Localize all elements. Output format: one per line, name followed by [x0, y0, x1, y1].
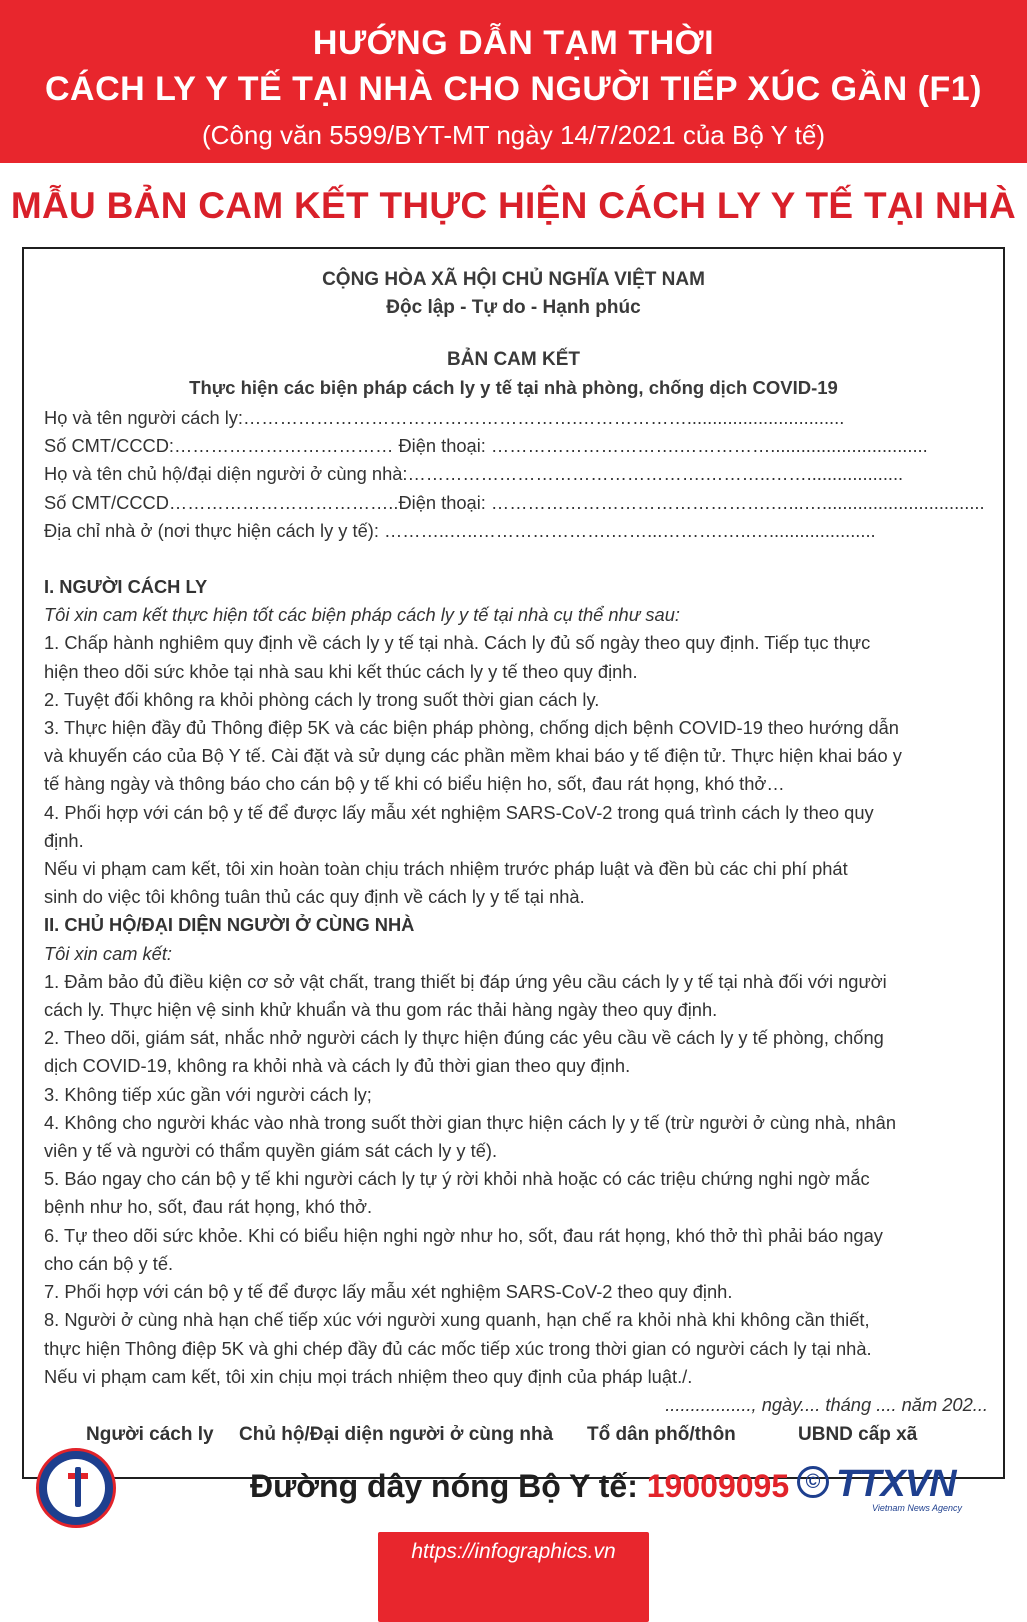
section2-line: dịch COVID-19, không ra khỏi nhà và cách ly đủ thời gian theo quy định.: [44, 1055, 631, 1077]
header-title-line2: CÁCH LY Y TẾ TẠI NHÀ CHO NGƯỜI TIẾP XÚC GẦN (F1): [45, 70, 982, 108]
hotline-number: 19009095: [646, 1468, 790, 1504]
section2-line: Nếu vi phạm cam kết, tôi xin chịu mọi trách nhiệm theo quy định của pháp luật./.: [44, 1365, 693, 1387]
section1-heading: I. NGƯỜI CÁCH LY: [44, 576, 208, 598]
field-household-head-name: Họ và tên chủ hộ/đại diện người ở cùng nhà:………………………………………….………..……...................: [44, 463, 904, 485]
header-title-line1: HƯỚNG DẪN TẠM THỜI: [312, 24, 715, 62]
document-subtitle: Thực hiện các biện pháp cách ly y tế tại nhà phòng, chống dịch COVID-19: [189, 377, 838, 398]
header-reference: (Công văn 5599/BYT-MT ngày 14/7/2021 của Bộ Y tế): [202, 120, 825, 150]
field-address: Địa chỉ nhà ở (nơi thực hiện cách ly y tế): ………..…..………………….……...……….…..….....................: [44, 519, 876, 541]
section2-line: 6. Tự theo dõi sức khỏe. Khi có biểu hiện nghi ngờ như ho, sốt, đau rát họng, khó thở thì phải báo ngay: [44, 1224, 883, 1246]
commitment-form: [22, 247, 1005, 1479]
header-banner: [0, 0, 1027, 163]
copyright-icon: ©: [797, 1466, 829, 1498]
signature-isolated-person: Người cách ly: [86, 1424, 214, 1445]
date-line: ................., ngày.... tháng .... năm 202...: [665, 1393, 988, 1415]
section2-line: cho cán bộ y tế.: [44, 1252, 174, 1274]
signature-household-head: Chủ hộ/Đại diện người ở cùng nhà: [239, 1424, 554, 1445]
section1-line: định.: [44, 829, 84, 851]
agency-subtitle: Vietnam News Agency: [872, 1503, 963, 1513]
section2-line: 1. Đảm bảo đủ điều kiện cơ sở vật chất, trang thiết bị đáp ứng yêu cầu cách ly y tế tại nhà đối với người: [44, 970, 887, 992]
field-household-id-phone: Số CMT/CCCD………………………………..Điện thoại: ……………………………………….…...…................................: [44, 491, 985, 513]
document-title: BẢN CAM KẾT: [447, 349, 580, 370]
section1-line: tế hàng ngày và thông báo cho cán bộ y tế khi có biểu hiện ho, sốt, đau rát họng, khó thở…: [44, 773, 785, 795]
section2-line: cách ly. Thực hiện vệ sinh khử khuẩn và thu gom rác thải hàng ngày theo quy định.: [44, 999, 718, 1021]
section2-line: bệnh như ho, sốt, đau rát họng, khó thở.: [44, 1196, 373, 1218]
agency-logo: TTXVN: [836, 1463, 956, 1505]
website-link[interactable]: https://infographics.vn: [411, 1540, 616, 1563]
section2-line: viên y tế và người có thẩm quyền giám sát cách ly y tế).: [44, 1140, 498, 1162]
section1-line: Nếu vi phạm cam kết, tôi xin hoàn toàn chịu trách nhiệm trước pháp luật và đền bù các chi phí phát: [44, 858, 848, 880]
section2-heading: II. CHỦ HỘ/ĐẠI DIỆN NGƯỜI Ở CÙNG NHÀ: [44, 914, 415, 936]
section1-line: hiện theo dõi sức khỏe tại nhà sau khi kết thúc cách ly y tế theo quy định.: [44, 660, 638, 682]
section2-line: 3. Không tiếp xúc gần với người cách ly;: [44, 1083, 372, 1105]
ministry-of-health-logo-icon: [36, 1448, 116, 1528]
signature-commune-committee: UBND cấp xã: [798, 1424, 918, 1445]
section2-line: thực hiện Thông điệp 5K và ghi chép đầy đủ các mốc tiếp xúc trong thời gian có người cách ly tại nhà.: [44, 1337, 872, 1359]
form-body: [44, 404, 988, 1419]
section1-line: 3. Thực hiện đầy đủ Thông điệp 5K và các biện pháp phòng, chống dịch bệnh COVID-19 theo hướng dẫn: [44, 717, 899, 739]
republic-name: CỘNG HÒA XÃ HỘI CHỦ NGHĨA VIỆT NAM: [322, 269, 705, 290]
section1-line: 4. Phối hợp với cán bộ y tế để được lấy mẫu xét nghiệm SARS-CoV-2 trong quá trình cách ly theo quy: [44, 801, 874, 823]
signature-neighborhood: Tổ dân phố/thôn: [587, 1424, 736, 1445]
section1-line: sinh do việc tôi không tuân thủ các quy định về cách ly y tế tại nhà.: [44, 886, 585, 908]
field-isolated-name: Họ và tên người cách ly:……………………………………………….………………...............................: [44, 407, 845, 428]
section2-line: 7. Phối hợp với cán bộ y tế để được lấy mẫu xét nghiệm SARS-CoV-2 theo quy định.: [44, 1281, 733, 1303]
section1-line: và khuyến cáo của Bộ Y tế. Cài đặt và sử dụng các phần mềm khai báo y tế điện tử. Thực hiện khai báo y: [44, 745, 902, 767]
section2-line: 4. Không cho người khác vào nhà trong suốt thời gian thực hiện cách ly y tế (trừ người ở cùng nhà, nhân: [44, 1111, 897, 1133]
section1-intro: Tôi xin cam kết thực hiện tốt các biện pháp cách ly y tế tại nhà cụ thể như sau:: [44, 604, 680, 626]
section2-intro: Tôi xin cam kết:: [44, 942, 173, 964]
national-motto: Độc lập - Tự do - Hạnh phúc: [386, 297, 641, 318]
page-subtitle: MẪU BẢN CAM KẾT THỰC HIỆN CÁCH LY Y TẾ TẠI NHÀ: [10, 185, 1017, 226]
section2-line: 2. Theo dõi, giám sát, nhắc nhở người cách ly thực hiện đúng các yêu cầu về cách ly y tế phòng, chống: [44, 1027, 884, 1049]
section1-line: 2. Tuyệt đối không ra khỏi phòng cách ly trong suốt thời gian cách ly.: [44, 688, 600, 710]
section1-line: 1. Chấp hành nghiêm quy định về cách ly y tế tại nhà. Cách ly đủ số ngày theo quy định. Tiếp tục thực: [44, 632, 871, 654]
hotline-label: Đường dây nóng Bộ Y tế:: [250, 1468, 647, 1504]
hotline: [250, 1468, 789, 1505]
section2-line: 8. Người ở cùng nhà hạn chế tiếp xúc với người xung quanh, hạn chế ra khỏi nhà khi không cần thiết,: [44, 1309, 870, 1331]
section2-line: 5. Báo ngay cho cán bộ y tế khi người cách ly tự ý rời khỏi nhà hoặc có các triệu chứng nghi ngờ mắc: [44, 1168, 870, 1190]
field-id-phone: Số CMT/CCCD:……………………………… Điện thoại: ………………………….……………...............................: [44, 435, 928, 457]
